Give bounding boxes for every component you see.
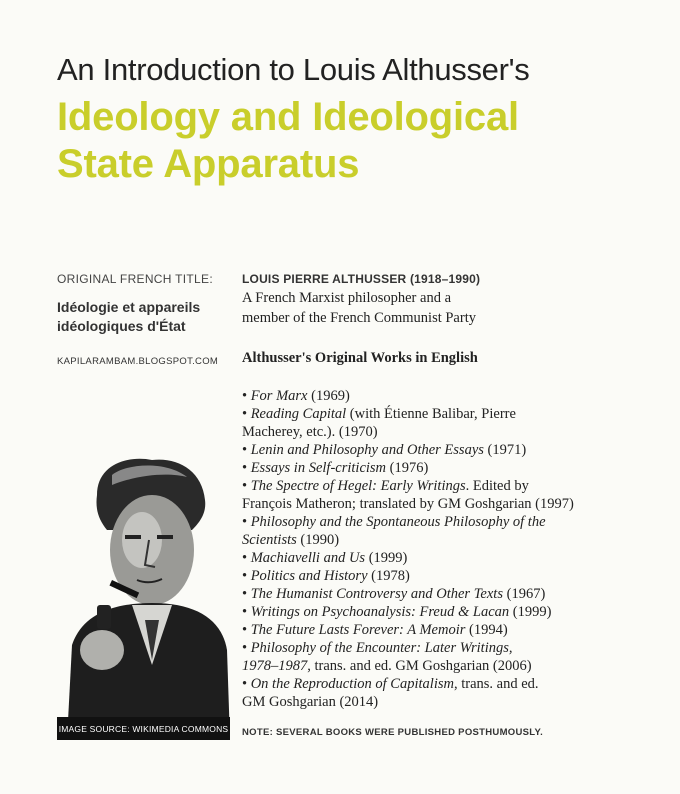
work-title: On the Reproduction of Capitalism [250,676,454,692]
work-item [242,621,642,639]
left-column [57,272,227,367]
author-desc-line-2: member of the French Communist Party [242,310,476,326]
work-title: For Marx [250,388,308,404]
work-title: The Humanist Controversy and Other Texts [250,586,503,602]
work-details-continued: , trans. and ed. GM Goshgarian (2006) [307,658,532,674]
work-title-continued: 1978–1987 [242,658,308,674]
work-title: The Spectre of Hegel: Early Writings [250,478,466,494]
work-title: Essays in Self-criticism [250,460,387,476]
work-details: (1994) [465,622,508,638]
work-item [242,675,642,711]
works-heading: Althusser's Original Works in English [242,350,478,366]
work-details-continued: GM Goshgarian (2014) [242,694,379,710]
original-title-line-1: Idéologie et appareils [57,299,201,315]
author-portrait-illustration [57,455,230,740]
works-list [242,387,642,711]
page-title [57,94,519,188]
work-item-line-2 [242,495,642,513]
original-title-label: ORIGINAL FRENCH TITLE: [57,272,213,286]
work-item [242,513,642,549]
work-item-line-1: • Writings on Psychoanalysis: Freud & Lacan (1999) [242,604,552,620]
work-item [242,387,642,405]
author-name: LOUIS PIERRE ALTHUSSER (1918–1990) [242,272,481,286]
work-item-line-1: • The Humanist Controversy and Other Texts (1967) [242,586,546,602]
work-item [242,405,642,441]
work-item [242,477,642,513]
work-item [242,639,642,675]
work-details-continued: François Matheron; translated by GM Goshgarian (1997) [242,496,574,512]
work-details: (with Étienne Balibar, Pierre [346,406,516,422]
photo-caption: IMAGE SOURCE: WIKIMEDIA COMMONS [58,724,229,734]
right-column [242,272,642,726]
original-title-line-2: idéologiques d'État [57,318,186,334]
work-item-line-1: • Lenin and Philosophy and Other Essays (1971) [242,442,527,458]
work-title: Philosophy and the Spontaneous Philosophy of the [250,514,546,530]
work-item [242,459,642,477]
work-item-line-1: • For Marx (1969) [242,388,350,404]
page-title-line-2: State Apparatus [57,142,360,186]
work-item-line-2 [242,423,642,441]
work-details-continued: (1990) [296,532,340,548]
original-french-title [57,298,227,336]
work-item-line-1: • Philosophy and the Spontaneous Philosophy of the [242,514,546,530]
work-item-line-1: • The Future Lasts Forever: A Memoir (1994) [242,622,508,638]
work-item [242,567,642,585]
work-item-line-2 [242,531,642,549]
work-details: (1967) [502,586,546,602]
work-item-line-2 [242,657,642,675]
work-details: . Edited by [465,478,529,494]
work-details: (1976) [386,460,429,476]
work-title: Politics and History [250,568,368,584]
work-item-line-1: • Essays in Self-criticism (1976) [242,460,429,476]
work-item-line-1: • Machiavelli and Us (1999) [242,550,408,566]
work-details: (1999) [365,550,408,566]
work-details-continued: Macherey, etc.). (1970) [242,424,378,440]
work-title: Philosophy of the Encounter: Later Writings, [250,640,513,656]
work-item-line-1: • On the Reproduction of Capitalism, trans. and ed. [242,676,539,692]
work-title: Machiavelli and Us [250,550,366,566]
work-item-line-1: • Reading Capital (with Étienne Balibar, Pierre [242,406,516,422]
work-item [242,603,642,621]
work-title: The Future Lasts Forever: A Memoir [250,622,466,638]
work-details: (1978) [367,568,410,584]
work-title: Writings on Psychoanalysis: Freud & Lacan [250,604,510,620]
work-item-line-1: • The Spectre of Hegel: Early Writings. Edited by [242,478,529,494]
work-item [242,549,642,567]
work-details: (1999) [509,604,552,620]
work-item [242,585,642,603]
page-title-line-1: Ideology and Ideological [57,95,519,139]
work-details: (1969) [307,388,350,404]
work-title: Lenin and Philosophy and Other Essays [250,442,484,458]
work-item-line-2 [242,693,642,711]
work-item-line-1: • Politics and History (1978) [242,568,410,584]
work-details: (1971) [483,442,527,458]
work-title: Reading Capital [250,406,347,422]
work-details: , trans. and ed. [453,676,539,692]
author-photo [57,455,230,740]
blog-url: KAPILARAMBAM.BLOGSPOT.COM [57,356,219,367]
page-subtitle: An Introduction to Louis Althusser's [57,52,530,87]
work-item [242,441,642,459]
work-title-continued: Scientists [242,532,297,548]
author-description [242,288,642,328]
author-desc-line-1: A French Marxist philosopher and a [242,290,452,306]
work-item-line-1: • Philosophy of the Encounter: Later Writings, [242,640,513,656]
footnote: NOTE: SEVERAL BOOKS WERE PUBLISHED POSTHUMOUSLY. [242,727,544,738]
